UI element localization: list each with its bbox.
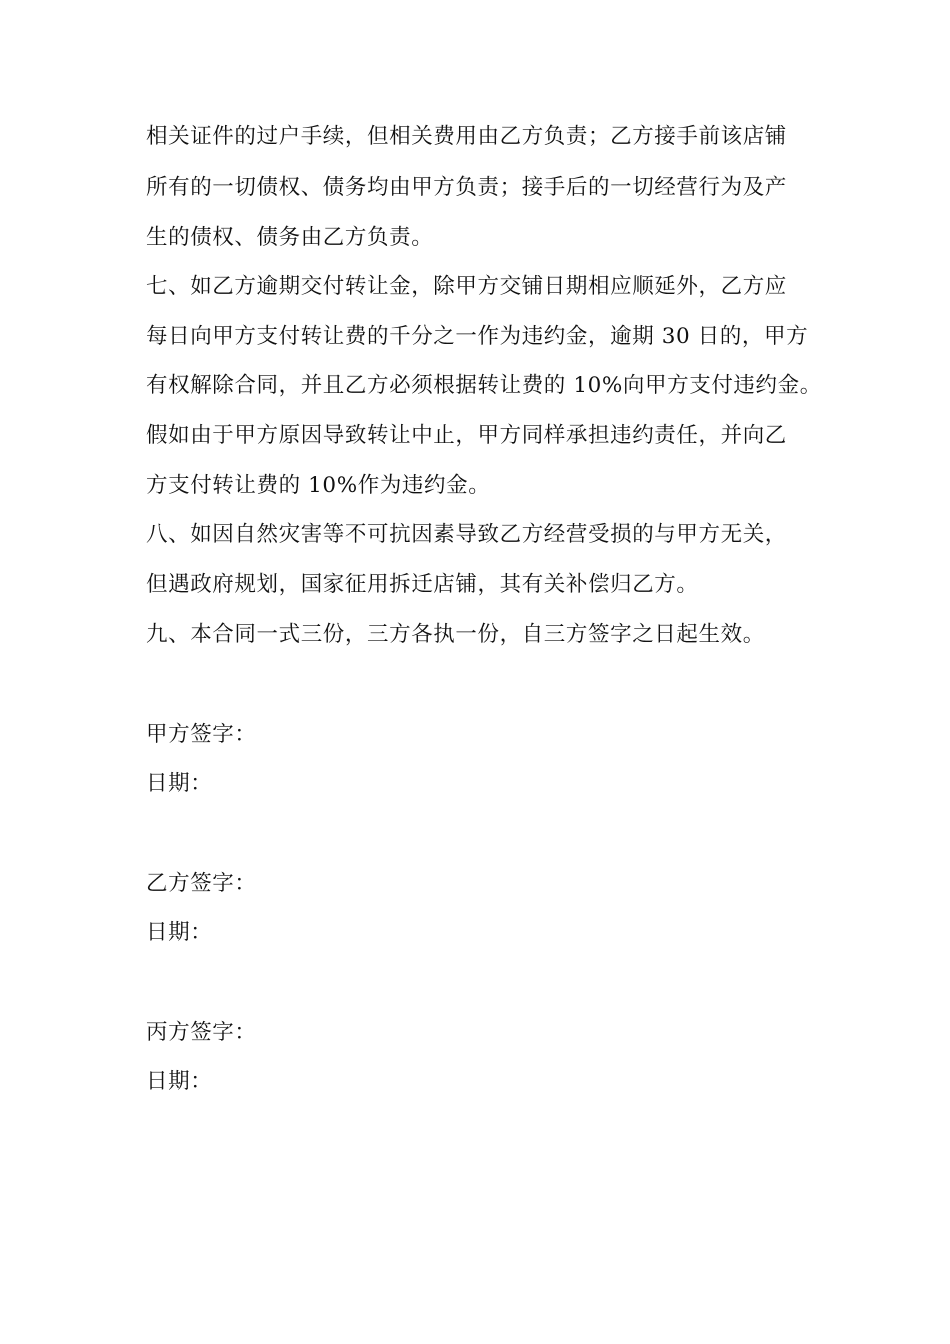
clause-7-line-4: 假如由于甲方原因导致转让中止，甲方同样承担违约责任，并向乙 (146, 423, 787, 448)
party-b-date-label: 日期： (146, 920, 213, 945)
clause-8-line-2: 但遇政府规划，国家征用拆迁店铺，其有关补偿归乙方。 (146, 572, 699, 597)
party-b-signature-label: 乙方签字： (146, 871, 257, 896)
clause-7-line-3: 有权解除合同，并且乙方必须根据转让费的 10%向甲方支付违约金。 (146, 373, 822, 398)
clause-9-line-1: 九、本合同一式三份，三方各执一份，自三方签字之日起生效。 (146, 622, 765, 647)
party-c-date-label: 日期： (146, 1069, 213, 1094)
body-line-3: 生的债权、债务由乙方负责。 (146, 225, 434, 250)
clause-7-line-5: 方支付转让费的 10%作为违约金。 (146, 473, 491, 498)
clause-7-line-2: 每日向甲方支付转让费的千分之一作为违约金，逾期 30 日的，甲方 (146, 324, 809, 349)
party-a-date-label: 日期： (146, 771, 213, 796)
clause-8-line-1: 八、如因自然灾害等不可抗因素导致乙方经营受损的与甲方无关， (146, 522, 787, 547)
clause-7-line-1: 七、如乙方逾期交付转让金，除甲方交铺日期相应顺延外，乙方应 (146, 274, 787, 299)
party-c-signature-label: 丙方签字： (146, 1020, 257, 1045)
party-a-signature-label: 甲方签字： (146, 722, 257, 747)
body-line-2: 所有的一切债权、债务均由甲方负责；接手后的一切经营行为及产 (146, 175, 787, 200)
body-line-1: 相关证件的过户手续，但相关费用由乙方负责；乙方接手前该店铺 (146, 124, 787, 149)
